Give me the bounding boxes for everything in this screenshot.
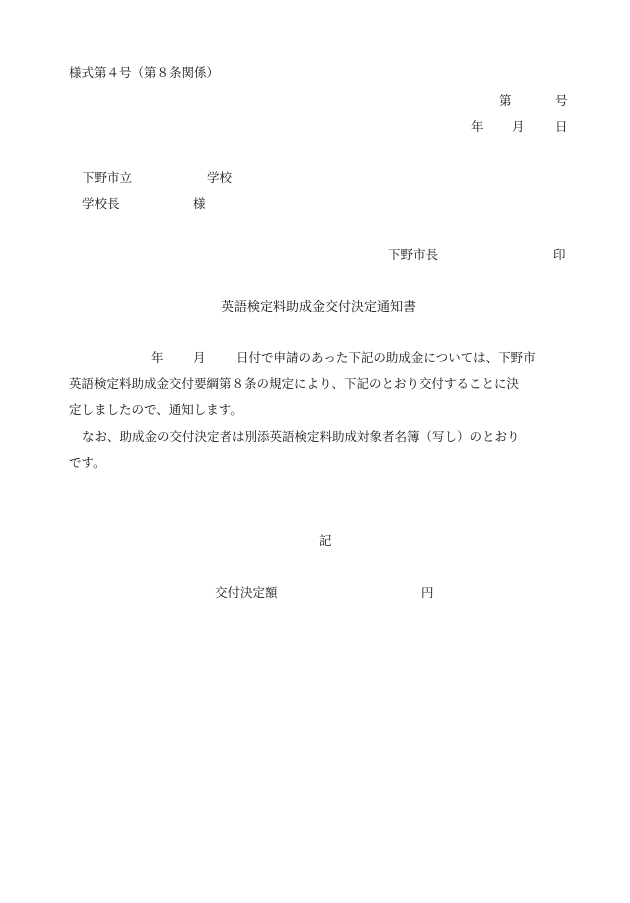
recipient-school-suffix: 学校 [207,170,233,185]
document-title: 英語検定料助成金交付決定通知書 [221,300,417,315]
recipient-honorific: 様 [193,196,206,211]
recipient-principal: 学校長 [82,196,120,211]
body-year: 年 [151,350,164,365]
sender-title: 下野市長 [388,247,439,262]
date-month: 月 [512,119,525,134]
body-line2: 英語検定料助成金交付要綱第８条の規定により、下記のとおり交付することに決 [69,376,520,391]
body-line4: なお、助成金の交付決定者は別添英語検定料助成対象者名簿（写し）のとおり [82,429,520,444]
body-line5: です。 [69,455,106,470]
date-day: 日 [555,119,568,134]
doc-number-suffix: 号 [555,93,568,108]
recipient-school-prefix: 下野市立 [82,170,133,185]
doc-number-prefix: 第 [499,93,512,108]
form-label: 様式第４号（第８条関係） [69,65,220,80]
body-line1: 日付で申請のあった下記の助成金については、下野市 [236,350,536,365]
amount-unit: 円 [421,585,434,600]
body-line3: 定しましたので、通知します。 [69,402,243,417]
body-month: 月 [193,350,206,365]
amount-label: 交付決定額 [215,585,278,600]
seal-mark: 印 [553,247,566,262]
ki-heading: 記 [319,533,332,548]
date-year: 年 [471,119,484,134]
